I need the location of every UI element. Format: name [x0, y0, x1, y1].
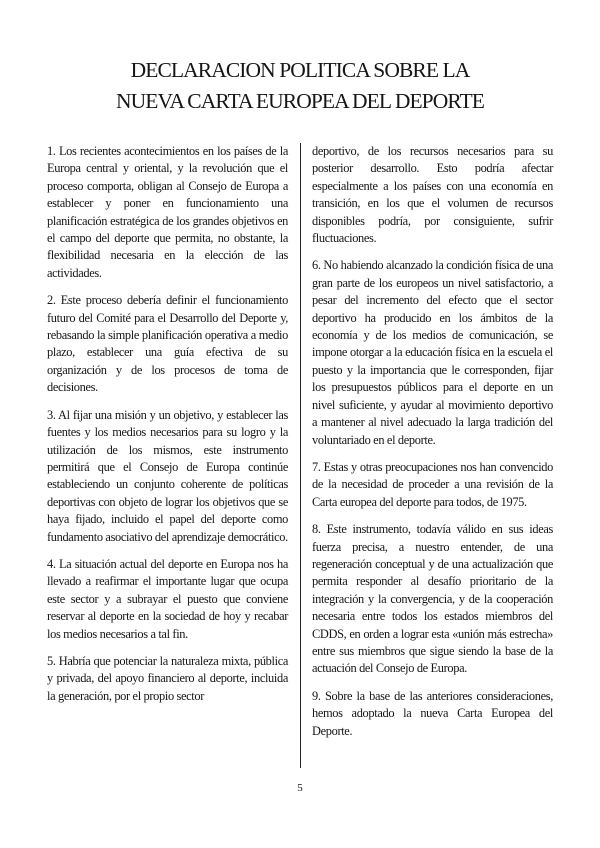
paragraph-5-end: deportivo, de los recursos necesarios para su posterior desarrollo. Esto podría afectar especialmente a los países con una economía en transición, en los que el volumen de recursos disponibles podría, por consiguiente, sufrir fluctuaciones. [312, 144, 553, 246]
page-number: 5 [297, 782, 303, 794]
title-line-2: NUEVA CARTA EUROPEA DEL DEPORTE [116, 89, 484, 113]
paragraph-1: 1. Los recientes acontecimientos en los países de la Europa central y oriental, y la revolución que el proceso comporta, obligan al Consejo de Europa a establecer y poner en funcionamiento una planificación estratégica de los grandes objetivos en el campo del deporte que permita, no obstante, la flexibilidad necesaria en la elección de las actividades. [47, 144, 288, 280]
paragraph-6: 6. No habiendo alcanzado la condición física de una gran parte de los europeos un nivel satisfactorio, a pesar del incremento del efecto que el sector deportivo ha producido en los ámbitos de la economía y de los medios de comunicación, se impone otorgar a la educación física en la escuela el puesto y la importancia que le corresponden, fijar los presupuestos públicos para el deporte en un nivel suficiente, y ayudar al movimiento deportivo a mantener al nivel adecuado la larga tradición del voluntariado en el deporte. [312, 258, 553, 447]
left-column [47, 143, 288, 715]
paragraph-9: 9. Sobre la base de las anteriores consideraciones, hemos adoptado la nueva Carta Europea del Deporte. [312, 688, 553, 738]
right-column [312, 143, 553, 750]
paragraph-3: 3. Al fijar una misión y un objetivo, y establecer las fuentes y los medios necesarios para su logro y la utilización de los mismos, este instrumento permitirá que el Consejo de Europa continúe estableciendo un conjunto coherente de políticas deportivas con objeto de lograr los objetivos que se haya fijado, incluido el papel del deporte como fundamento asociativo del aprendizaje democrático. [47, 407, 288, 544]
paragraph-7: 7. Estas y otras preocupaciones nos han convencido de la necesidad de proceder a una revisión de la Carta europea del deporte para todos, de 1975. [312, 459, 553, 509]
column-divider [300, 143, 301, 768]
paragraph-5-start: 5. Habría que potenciar la naturaleza mixta, pública y privada, del apoyo financiero al deporte, incluida la generación, por el propio sector [47, 653, 288, 703]
page-title [0, 55, 600, 117]
paragraph-4: 4. La situación actual del deporte en Europa nos ha llevado a reafirmar el importante lugar que ocupa este sector y a subrayar el puesto que conviene reservar al deporte en la sociedad de hoy y recabar los medios necesarios a tal fin. [47, 556, 288, 641]
paragraph-2: 2. Este proceso debería definir el funcionamiento futuro del Comité para el Desarrollo del Deporte y, rebasando la simple planificación operativa a medio plazo, establecer una guía efectiva de su organización y de los procesos de toma de decisiones. [47, 293, 288, 395]
title-line-1: DECLARACION POLITICA SOBRE LA [130, 58, 470, 82]
paragraph-8: 8. Este instrumento, todavía válido en sus ideas fuerza precisa, a nuestro entender, de una regeneración conceptual y de una actualización que permita responder al desafío prioritario de la integración y la convergencia, y de la cooperación necesaria entre todos los estados miembros del CDDS, en orden a lograr esta «unión más estrecha» entre sus miembros que sigue siendo la base de la actuación del Consejo de Europa. [312, 522, 553, 676]
